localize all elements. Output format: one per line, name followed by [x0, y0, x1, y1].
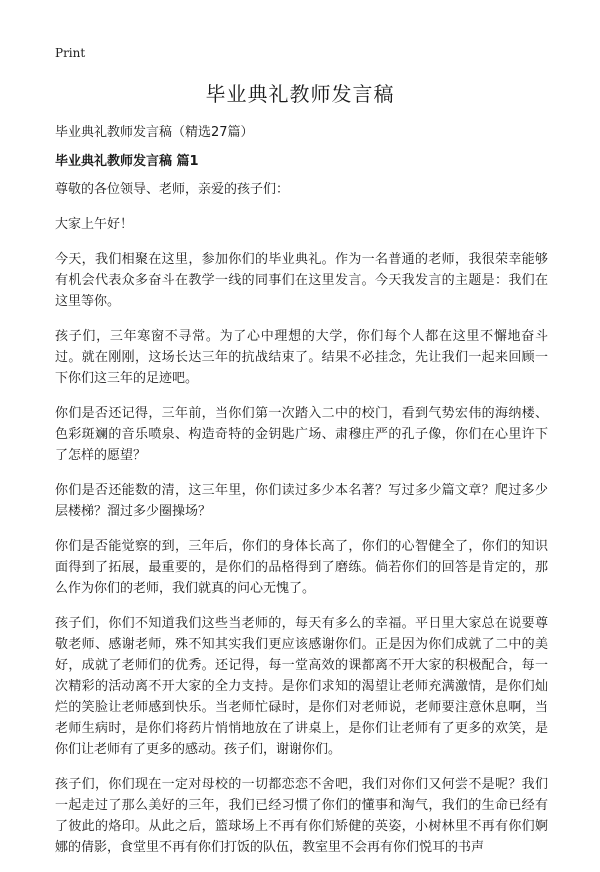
document-title: 毕业典礼教师发言稿	[205, 82, 395, 106]
paragraph: 今天，我们相聚在这里，参加你们的毕业典礼。作为一名普通的老师，我很荣幸能够有机会代表众多奋斗在教学一线的同事们在这里发言。今天我发言的主题是：我们在这里等你。	[55, 252, 548, 309]
speech-body	[55, 179, 548, 872]
document-subtitle: 毕业典礼教师发言稿（精选27篇）	[55, 125, 254, 140]
paragraph: 孩子们，三年寒窗不寻常。为了心中理想的大学，你们每个人都在这里不懈地奋斗过。就在刚刚，这场长达三年的抗战结束了。结果不必挂念，先让我们一起来回顾一下你们这三年的足迹吧。	[55, 329, 548, 386]
paragraph: 孩子们，你们不知道我们这些当老师的，每天有多么的幸福。平日里大家总在说要尊敬老师、感谢老师，殊不知其实我们更应该感谢你们。正是因为你们成就了二中的美好，成就了老师们的优秀。还记得，每一堂高效的课都离不开大家的积极配合，每一次精彩的活动离不开大家的全力支持。是你们求知的渴望让老师充满激情，是你们灿烂的笑脸让老师感到快乐。当老师忙碌时，是你们对老师说，老师要注意休息啊，当老师生病时，是你们将药片悄悄地放在了讲桌上，是你们让老师有了更多的欢笑，是你们让老师有了更多的感动。孩子们，谢谢你们。	[55, 616, 548, 757]
section-heading: 毕业典礼教师发言稿 篇1	[55, 154, 199, 169]
paragraph-salutation: 尊敬的各位领导、老师，亲爱的孩子们：	[55, 182, 290, 197]
paragraph-greeting: 大家上午好！	[55, 217, 134, 232]
print-link[interactable]: Print	[55, 46, 86, 60]
paragraph: 你们是否能觉察的到，三年后，你们的身体长高了，你们的心智健全了，你们的知识面得到了拓展，最重要的，是你们的品格得到了磨练。倘若你们的回答是肯定的，那么作为你们的老师，我们就真的问心无愧了。	[55, 539, 548, 596]
paragraph: 你们是否还能数的清，这三年里，你们读过多少本名著？写过多少篇文章？爬过多少层楼梯？溜过多少圈操场？	[55, 483, 548, 519]
paragraph: 你们是否还记得，三年前，当你们第一次踏入二中的校门，看到气势宏伟的海纳楼、色彩斑斓的音乐喷泉、构造奇特的金钥匙广场、肃穆庄严的孔子像，你们在心里许下了怎样的愿望？	[55, 406, 548, 463]
paragraph: 孩子们，你们现在一定对母校的一切都恋恋不舍吧，我们对你们又何尝不是呢？我们一起走过了那么美好的三年，我们已经习惯了你们的懂事和淘气，我们的生命已经有了彼此的烙印。从此之后，篮球场上不再有你们矫健的英姿，小树林里不再有你们婀娜的倩影，食堂里不再有你们打饭的队伍，教室里不会再有你们悦耳的书声	[55, 777, 548, 855]
